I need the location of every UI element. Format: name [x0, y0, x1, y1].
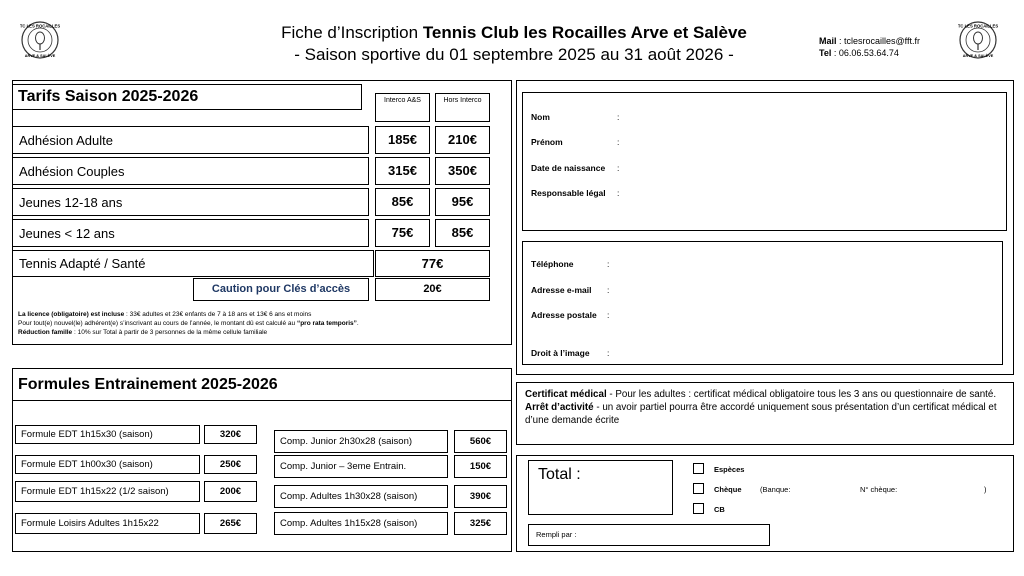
season-subtitle: - Saison sportive du 01 septembre 2025 au 31 août 2026 - — [294, 45, 734, 64]
club-logo-left — [20, 20, 60, 60]
field-email-label: Adresse e-mail — [531, 285, 592, 295]
header-title — [240, 22, 788, 66]
mail-label: Mail — [819, 36, 837, 46]
banque-label: (Banque: — [760, 485, 791, 494]
cb-label: CB — [714, 505, 725, 514]
field-responsable-label: Responsable légal — [531, 188, 606, 198]
tarifs-notes — [18, 310, 488, 337]
tarif-price-hors: 95€ — [435, 188, 490, 216]
formule-label: Comp. Adultes 1h30x28 (saison) — [274, 485, 448, 508]
tarifs-title: Tarifs Saison 2025-2026 — [18, 88, 199, 105]
club-logo-right — [958, 20, 998, 60]
arret-bold: Arrêt d’activité — [525, 402, 594, 413]
field-telephone-label: Téléphone — [531, 259, 574, 269]
rempli-par-label: Rempli par : — [536, 530, 577, 539]
field-prenom-label: Prénom — [531, 137, 563, 147]
field-naissance-label: Date de naissance — [531, 163, 606, 173]
formule-price: 560€ — [454, 430, 507, 453]
formule-price: 200€ — [204, 481, 257, 502]
num-cheque-label: N° chèque: — [860, 485, 898, 494]
contact-info — [819, 35, 920, 59]
tarif-price-interco: 185€ — [375, 126, 430, 154]
close-paren: ) — [984, 485, 987, 494]
tarif-row-label: Adhésion Couples — [12, 157, 369, 185]
mail-value: : tclesrocailles@fft.fr — [836, 36, 921, 46]
formule-label: Comp. Junior – 3eme Entrain. — [274, 455, 448, 478]
tarif-price-hors: 210€ — [435, 126, 490, 154]
certificat-section — [516, 382, 1014, 445]
colon: : — [617, 137, 620, 147]
contact-box — [522, 241, 1003, 365]
colon: : — [607, 348, 610, 358]
col-hors-interco: Hors Interco — [435, 93, 490, 122]
title-club-name: Tennis Club les Rocailles Arve et Salève — [422, 23, 747, 42]
certificat-bold: Certificat médical — [525, 389, 607, 400]
total-label: Total : — [538, 466, 581, 483]
tarif-row-label: Jeunes < 12 ans — [12, 219, 369, 247]
formule-price: 150€ — [454, 455, 507, 478]
checkbox-cb[interactable] — [693, 503, 704, 514]
checkbox-cheque[interactable] — [693, 483, 704, 494]
logo-text-top: TC LES ROCAILLES — [958, 23, 998, 29]
title-prefix: Fiche d’Inscription — [281, 23, 423, 42]
colon: : — [617, 188, 620, 198]
tarif-row-label: Tennis Adapté / Santé — [12, 250, 374, 277]
note-famille-bold: Réduction famille — [18, 329, 73, 336]
formule-label: Formule EDT 1h15x30 (saison) — [15, 425, 200, 444]
col-interco: Interco A&S — [375, 93, 430, 122]
formule-price: 320€ — [204, 425, 257, 444]
certificat-text: - Pour les adultes : certificat médical obligatoire tous les 3 ans ou questionnaire de santé. — [606, 389, 997, 400]
checkbox-especes[interactable] — [693, 463, 704, 474]
tarif-price-interco: 315€ — [375, 157, 430, 185]
tel-value: : 06.06.53.64.74 — [831, 48, 899, 58]
tarif-price-interco: 85€ — [375, 188, 430, 216]
caution-price: 20€ — [375, 278, 490, 301]
logo-text-bottom: ARVE & SALÈVE — [962, 54, 994, 58]
tarif-price-interco: 75€ — [375, 219, 430, 247]
logo-text-bottom: ARVE & SALÈVE — [24, 54, 56, 58]
tarif-row-label: Adhésion Adulte — [12, 126, 369, 154]
colon: : — [607, 259, 610, 269]
formule-label: Formule EDT 1h00x30 (saison) — [15, 455, 200, 474]
especes-label: Espèces — [714, 465, 745, 474]
formules-title: Formules Entrainement 2025-2026 — [18, 376, 278, 393]
formule-price: 250€ — [204, 455, 257, 474]
note-licence: : 33€ adultes et 23€ enfants de 7 à 18 ans et 13€ 6 ans et moins — [124, 311, 312, 318]
caution-label: Caution pour Clés d’accès — [193, 278, 369, 301]
note-licence-bold: La licence (obligatoire) est incluse — [18, 311, 125, 318]
arret-text: - un avoir partiel pourra être accordé uniquement sous présentation d’un certificat médical et d’une demande écrite — [525, 402, 997, 426]
formule-price: 265€ — [204, 513, 257, 534]
tel-label: Tel — [819, 48, 832, 58]
colon: : — [607, 310, 610, 320]
formule-price: 390€ — [454, 485, 507, 508]
identity-box — [522, 92, 1007, 231]
note-prorata: Pour tout(e) nouvel(le) adhérent(e) s’inscrivant au cours de l’année, le montant dû est calculé au — [18, 320, 297, 327]
tarif-row-label: Jeunes 12-18 ans — [12, 188, 369, 216]
cheque-label: Chèque — [714, 485, 742, 494]
colon: : — [617, 112, 620, 122]
field-droit-image-label: Droit à l’image — [531, 348, 590, 358]
note-famille: : 10% sur Total à partir de 3 personnes de la même cellule familiale — [72, 329, 268, 336]
formule-price: 325€ — [454, 512, 507, 535]
colon: : — [617, 163, 620, 173]
formule-label: Formule Loisirs Adultes 1h15x22 — [15, 513, 200, 534]
logo-text-top: TC LES ROCAILLES — [20, 23, 60, 29]
field-nom-label: Nom — [531, 112, 550, 122]
formule-label: Comp. Adultes 1h15x28 (saison) — [274, 512, 448, 535]
formule-label: Comp. Junior 2h30x28 (saison) — [274, 430, 448, 453]
note-prorata-bold: “pro rata temporis” — [296, 320, 357, 327]
tarif-price-hors: 85€ — [435, 219, 490, 247]
formule-label: Formule EDT 1h15x22 (1/2 saison) — [15, 481, 200, 502]
note-prorata-end: . — [356, 320, 359, 327]
tarif-price-hors: 350€ — [435, 157, 490, 185]
field-adresse-label: Adresse postale — [531, 310, 597, 320]
colon: : — [607, 285, 610, 295]
tarif-price-adapte: 77€ — [375, 250, 490, 277]
